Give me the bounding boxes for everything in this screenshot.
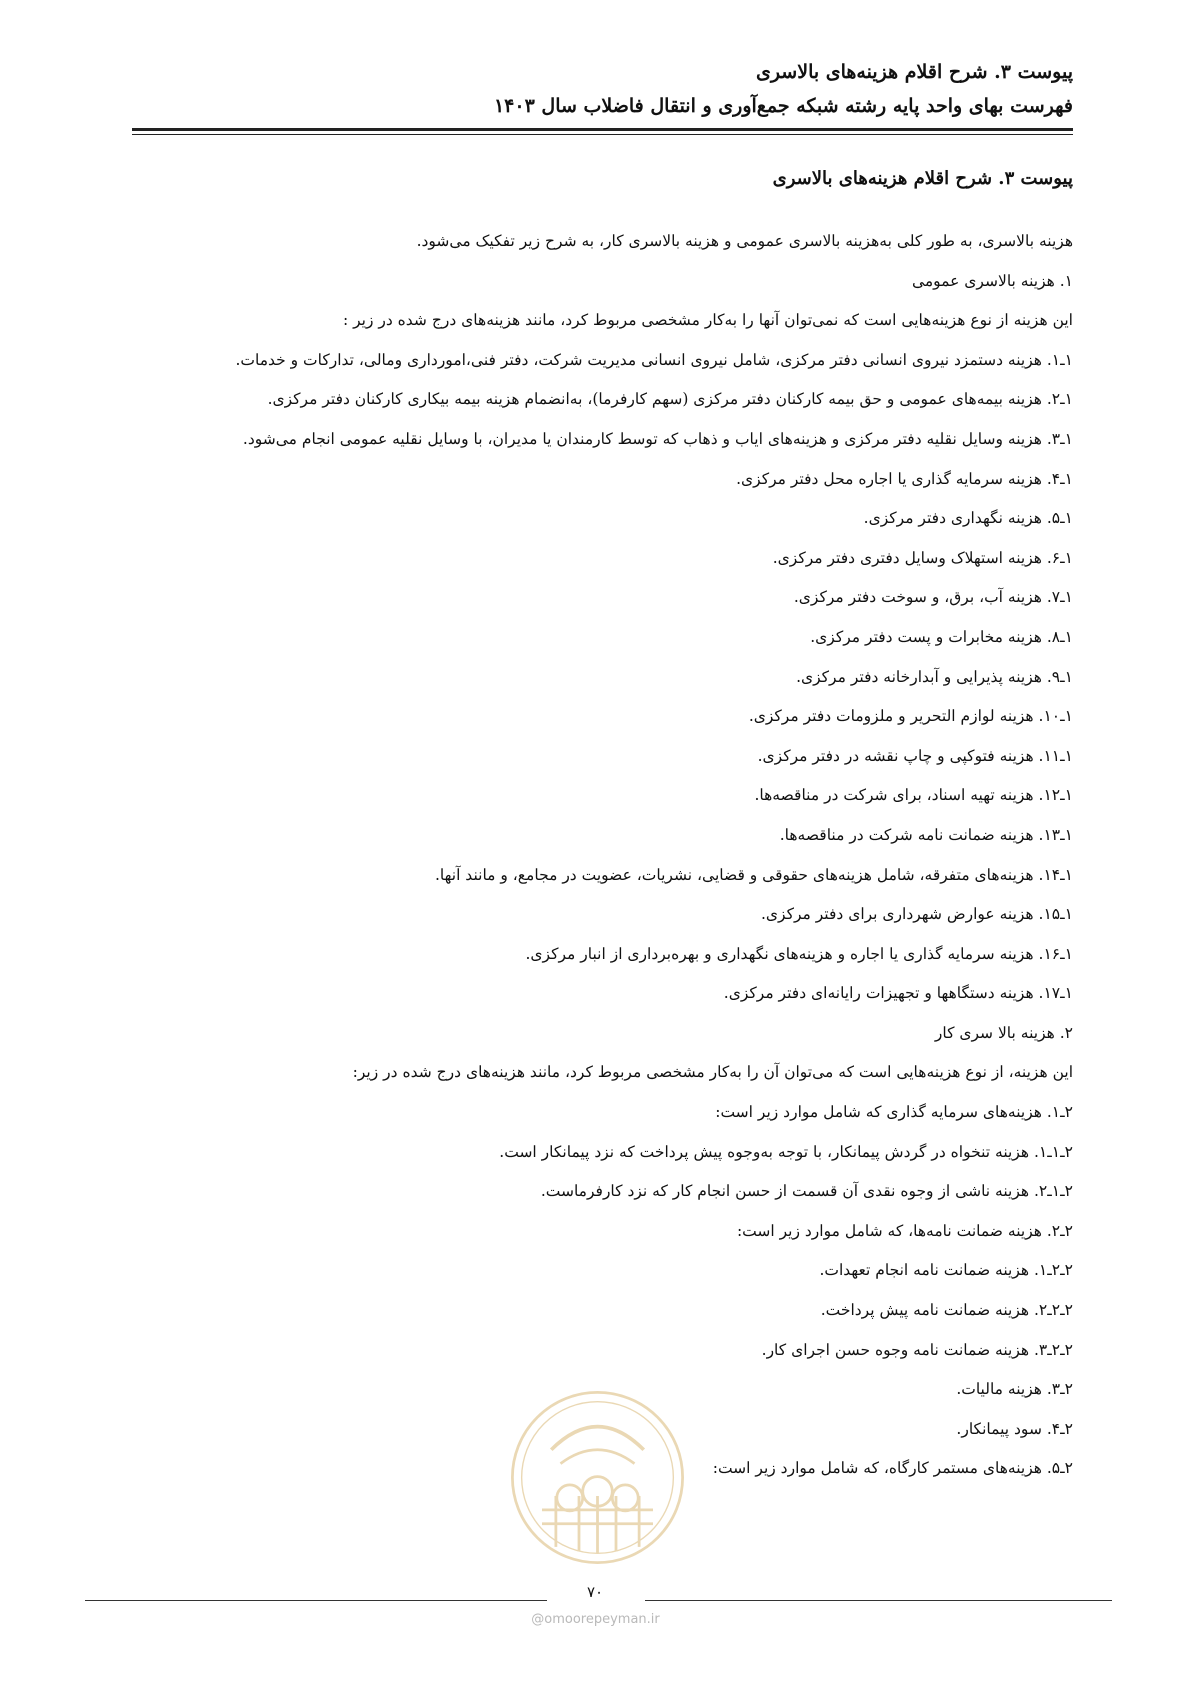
- text-line: ۱ـ۷. هزینه آب، برق، و سوخت دفتر مرکزی.: [793, 588, 1073, 607]
- footer-rule-right: [645, 1600, 1112, 1601]
- text-line: ۱ـ۱۳. هزینه ضمانت نامه شرکت در مناقصه‌ها.: [779, 825, 1073, 844]
- page-number: ۷۰: [586, 1583, 604, 1601]
- watermark-logo-icon: [505, 1385, 690, 1570]
- text-line: ۱. هزینه بالاسری عمومی: [911, 271, 1073, 290]
- text-line: ۱ـ۱۵. هزینه عوارض شهرداری برای دفتر مرکزی.: [760, 905, 1073, 924]
- header-rule-thick: [132, 128, 1073, 131]
- text-line: ۲ـ۲ـ۳. هزینه ضمانت نامه وجوه حسن اجرای کار.: [761, 1340, 1073, 1359]
- text-line: ۲ـ۱ـ۲. هزینه ناشی از وجوه نقدی آن قسمت از حسن انجام کار که نزد کارفرماست.: [540, 1182, 1073, 1201]
- text-line: ۲ـ۲ـ۱. هزینه ضمانت نامه انجام تعهدات.: [819, 1261, 1073, 1280]
- text-line: ۱ـ۱۲. هزینه تهیه اسناد، برای شرکت در مناقصه‌ها.: [754, 786, 1073, 805]
- text-line: ۲ـ۲. هزینه ضمانت نامه‌ها، که شامل موارد زیر است:: [736, 1221, 1073, 1240]
- text-line: ۲ـ۱. هزینه‌های سرمایه گذاری که شامل موارد زیر است:: [715, 1103, 1073, 1122]
- text-line: ۲ـ۴. سود پیمانکار.: [956, 1419, 1073, 1438]
- document-body: [140, 222, 1073, 1489]
- text-line: ۱ـ۸. هزینه مخابرات و پست دفتر مرکزی.: [810, 627, 1073, 646]
- text-line: این هزینه از نوع هزینه‌هایی است که نمی‌توان آنها را به‌کار مشخصی مربوط کرد، مانند هزینه‌های درج شده در زیر :: [342, 311, 1073, 330]
- text-line: ۱ـ۴. هزینه سرمایه گذاری یا اجاره محل دفتر مرکزی.: [736, 469, 1073, 488]
- website-watermark: @omoorepeyman.ir: [531, 1612, 660, 1627]
- text-line: ۱ـ۵. هزینه نگهداری دفتر مرکزی.: [863, 509, 1073, 528]
- text-line: ۱ـ۱۷. هزینه دستگاهها و تجهیزات رایانه‌ای دفتر مرکزی.: [723, 984, 1073, 1003]
- text-line: ۱ـ۹. هزینه پذیرایی و آبدارخانه دفتر مرکزی.: [796, 667, 1073, 686]
- text-line: ۱ـ۱۴. هزینه‌های متفرقه، شامل هزینه‌های حقوقی و قضایی، نشریات، عضویت در مجامع، و مانند آنها.: [434, 865, 1073, 884]
- text-line: ۱ـ۱۰. هزینه لوازم التحریر و ملزومات دفتر مرکزی.: [748, 707, 1073, 726]
- text-line: ۱ـ۱۱. هزینه فتوکپی و چاپ نقشه در دفتر مرکزی.: [757, 746, 1073, 765]
- header-title: پیوست ۳. شرح اقلام هزینه‌های بالاسری: [755, 61, 1073, 83]
- text-line: این هزینه، از نوع هزینه‌هایی است که می‌توان آن را به‌کار مشخصی مربوط کرد، مانند هزینه‌های درج شده در زیر:: [352, 1063, 1073, 1082]
- text-line: ۱ـ۱. هزینه دستمزد نیروی انسانی دفتر مرکزی، شامل نیروی انسانی مدیریت شرکت، دفتر فنی،امورداری ومالی، تدارکات و خدمات.: [235, 350, 1073, 369]
- header-subtitle: فهرست بهای واحد پایه رشته شبکه جمع‌آوری و انتقال فاضلاب سال ۱۴۰۳: [493, 95, 1073, 117]
- section-title: پیوست ۳. شرح اقلام هزینه‌های بالاسری: [772, 168, 1073, 189]
- page-header: [132, 55, 1073, 123]
- text-line: ۲ـ۱ـ۱. هزینه تنخواه در گردش پیمانکار، با توجه به‌وجوه پیش پرداخت که نزد پیمانکار است.: [499, 1142, 1073, 1161]
- text-line: ۲ـ۳. هزینه مالیات.: [956, 1380, 1073, 1399]
- text-line: ۱ـ۶. هزینه استهلاک وسایل دفتری دفتر مرکزی.: [772, 548, 1073, 567]
- text-line: ۱ـ۱۶. هزینه سرمایه گذاری یا اجاره و هزینه‌های نگهداری و بهره‌برداری از انبار مرکزی.: [525, 944, 1073, 963]
- text-line: ۲. هزینه بالا سری کار: [934, 1023, 1073, 1042]
- footer-rule-left: [85, 1600, 547, 1601]
- text-line: ۲ـ۵. هزینه‌های مستمر کارگاه، که شامل موارد زیر است:: [712, 1459, 1073, 1478]
- header-rule-thin: [132, 134, 1073, 135]
- text-line: هزینه بالاسری، به طور کلی به‌هزینه بالاسری عمومی و هزینه بالاسری کار، به شرح زیر تفکیک می‌شود.: [416, 232, 1073, 250]
- text-line: ۲ـ۲ـ۲. هزینه ضمانت نامه پیش پرداخت.: [820, 1301, 1073, 1320]
- text-line: ۱ـ۳. هزینه وسایل نقلیه دفتر مرکزی و هزینه‌های ایاب و ذهاب که توسط کارمندان یا مدیران، با وسایل نقلیه عمومی انجام می‌شود.: [242, 429, 1073, 448]
- text-line: ۱ـ۲. هزینه بیمه‌های عمومی و حق بیمه کارکنان دفتر مرکزی (سهم کارفرما)، به‌انضمام هزینه بیمه بیکاری کارکنان دفتر مرکزی.: [267, 390, 1073, 409]
